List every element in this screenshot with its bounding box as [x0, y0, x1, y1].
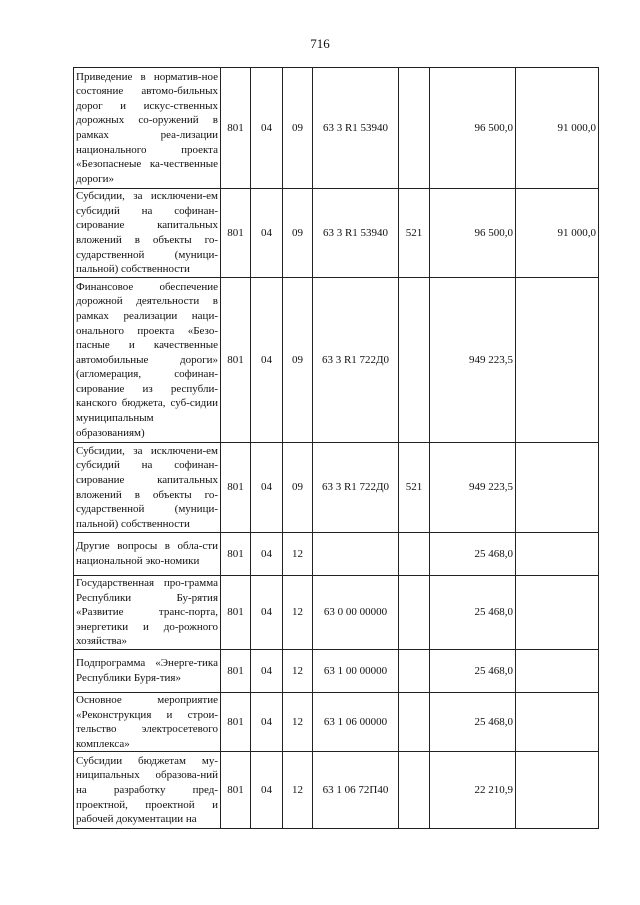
subsection-code: 09 — [283, 278, 313, 443]
ministry-code: 801 — [221, 576, 251, 650]
expense-type-code: 521 — [399, 443, 430, 533]
table-row — [74, 68, 599, 189]
amount-year-2 — [516, 693, 599, 752]
amount-year-2 — [516, 650, 599, 693]
table-row — [74, 576, 599, 650]
subsection-code: 12 — [283, 752, 313, 829]
row-description: Основное мероприятие «Реконструкция и строи-тельство электросетевого комплекса» — [74, 693, 221, 752]
amount-year-1: 25 468,0 — [430, 533, 516, 576]
amount-year-2 — [516, 443, 599, 533]
row-description: Государственная про-грамма Республики Бу-рятия «Развитие транс-порта, энергетики и до-рожного хозяйства» — [74, 576, 221, 650]
subsection-code: 09 — [283, 443, 313, 533]
section-code: 04 — [251, 576, 283, 650]
amount-year-1: 22 210,9 — [430, 752, 516, 829]
target-article-code: 63 3 R1 722Д0 — [313, 278, 399, 443]
target-article-code: 63 1 06 72П40 — [313, 752, 399, 829]
amount-year-2 — [516, 576, 599, 650]
target-article-code: 63 3 R1 53940 — [313, 68, 399, 189]
row-description: Другие вопросы в обла-сти национальной эко-номики — [74, 533, 221, 576]
section-code: 04 — [251, 68, 283, 189]
target-article-code: 63 0 00 00000 — [313, 576, 399, 650]
target-article-code: 63 3 R1 53940 — [313, 189, 399, 278]
amount-year-1: 96 500,0 — [430, 68, 516, 189]
section-code: 04 — [251, 650, 283, 693]
subsection-code: 09 — [283, 189, 313, 278]
subsection-code: 12 — [283, 693, 313, 752]
amount-year-1: 949 223,5 — [430, 278, 516, 443]
table-row — [74, 533, 599, 576]
section-code: 04 — [251, 443, 283, 533]
row-description: Субсидии бюджетам му-ниципальных образова-ний на разработку пред-проектной, проектной и рабочей документации на — [74, 752, 221, 829]
target-article-code: 63 3 R1 722Д0 — [313, 443, 399, 533]
expense-type-code — [399, 576, 430, 650]
table-row — [74, 650, 599, 693]
section-code: 04 — [251, 752, 283, 829]
expense-type-code — [399, 533, 430, 576]
expense-type-code — [399, 68, 430, 189]
amount-year-2: 91 000,0 — [516, 68, 599, 189]
section-code: 04 — [251, 278, 283, 443]
ministry-code: 801 — [221, 443, 251, 533]
section-code: 04 — [251, 693, 283, 752]
subsection-code: 12 — [283, 650, 313, 693]
amount-year-2 — [516, 533, 599, 576]
subsection-code: 09 — [283, 68, 313, 189]
table-row — [74, 189, 599, 278]
section-code: 04 — [251, 533, 283, 576]
subsection-code: 12 — [283, 576, 313, 650]
row-description: Приведение в норматив-ное состояние автомо-бильных дорог и искус-ственных дорожных со-оружений в рамках реа-лизации национального проекта «Безопаснеые ка-чественные дороги» — [74, 68, 221, 189]
amount-year-1: 25 468,0 — [430, 693, 516, 752]
ministry-code: 801 — [221, 68, 251, 189]
amount-year-2 — [516, 278, 599, 443]
page-number: 716 — [310, 36, 330, 51]
table-row — [74, 443, 599, 533]
target-article-code — [313, 533, 399, 576]
table-row — [74, 278, 599, 443]
amount-year-1: 25 468,0 — [430, 650, 516, 693]
subsection-code: 12 — [283, 533, 313, 576]
ministry-code: 801 — [221, 189, 251, 278]
expense-type-code — [399, 752, 430, 829]
target-article-code: 63 1 00 00000 — [313, 650, 399, 693]
ministry-code: 801 — [221, 278, 251, 443]
amount-year-1: 96 500,0 — [430, 189, 516, 278]
amount-year-1: 25 468,0 — [430, 576, 516, 650]
section-code: 04 — [251, 189, 283, 278]
row-description: Субсидии, за исключени-ем субсидий на софинан-сирование капитальных вложений в объекты го-сударственной (муници-пальной) собственности — [74, 443, 221, 533]
ministry-code: 801 — [221, 693, 251, 752]
expense-type-code — [399, 278, 430, 443]
table-row — [74, 693, 599, 752]
ministry-code: 801 — [221, 533, 251, 576]
ministry-code: 801 — [221, 650, 251, 693]
expense-type-code — [399, 693, 430, 752]
budget-table — [73, 67, 599, 829]
amount-year-2 — [516, 752, 599, 829]
ministry-code: 801 — [221, 752, 251, 829]
row-description: Субсидии, за исключени-ем субсидий на софинан-сирование капитальных вложений в объекты го-сударственной (муници-пальной) собственности — [74, 189, 221, 278]
target-article-code: 63 1 06 00000 — [313, 693, 399, 752]
row-description: Финансовое обеспечение дорожной деятельности в рамках реализации наци-онального проекта «Безо-пасные и качественные автомобильные дороги» (агломерация, софинан-сирование из республи-канского бюджета, суб-сидии муниципальным образованиям) — [74, 278, 221, 443]
row-description: Подпрограмма «Энерге-тика Республики Буря-тия» — [74, 650, 221, 693]
amount-year-2: 91 000,0 — [516, 189, 599, 278]
expense-type-code: 521 — [399, 189, 430, 278]
table-row — [74, 752, 599, 829]
amount-year-1: 949 223,5 — [430, 443, 516, 533]
expense-type-code — [399, 650, 430, 693]
